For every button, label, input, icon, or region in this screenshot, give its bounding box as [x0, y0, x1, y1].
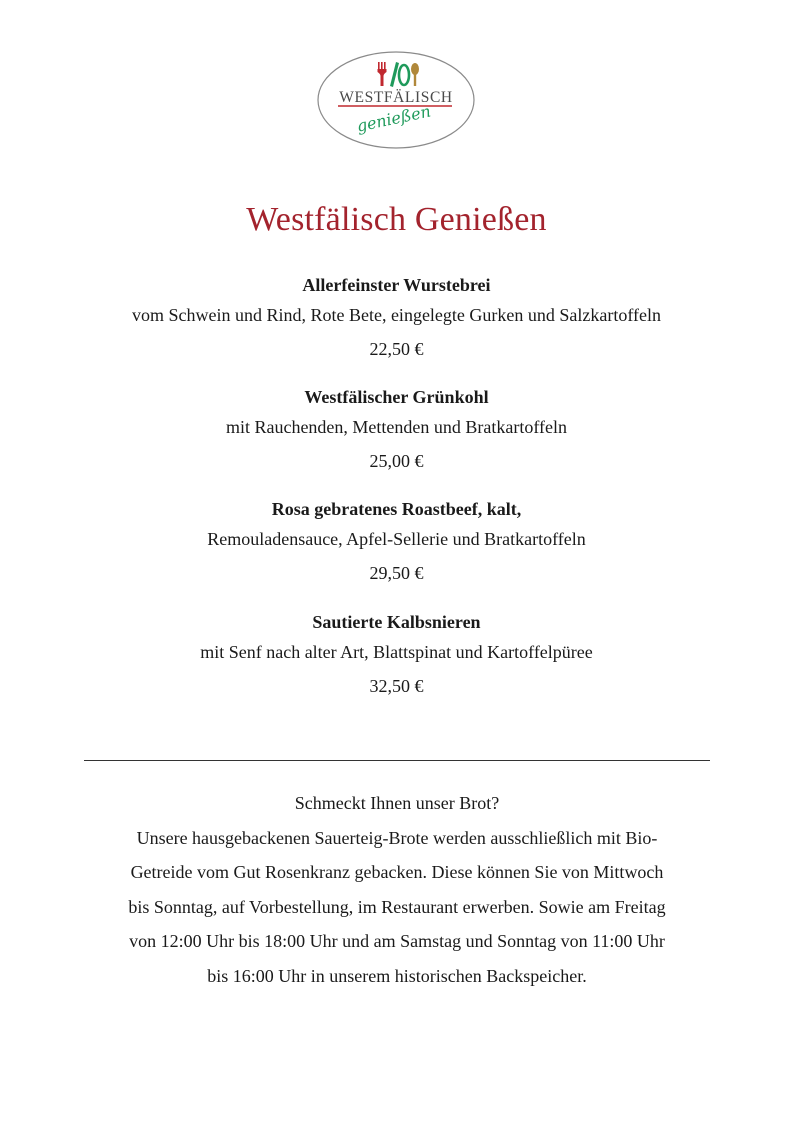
bread-info [78, 786, 716, 993]
bread-text-line: bis Sonntag, auf Vorbestellung, im Restaurant erwerben. Sowie am Freitag [128, 896, 666, 917]
logo-script: genießen [355, 101, 433, 136]
menu-item [0, 609, 793, 699]
menu-item [0, 272, 793, 362]
bread-text-line: von 12:00 Uhr bis 18:00 Uhr und am Samstag und Sonntag von 11:00 Uhr [129, 931, 665, 951]
dish-name: Rosa gebratenes Roastbeef, kalt, [271, 499, 522, 519]
logo-wordmark: WESTFÄLISCH [339, 89, 453, 106]
dish-description: vom Schwein und Rind, Rote Bete, eingelegte Gurken und Salzkartoffeln [131, 305, 662, 325]
dish-description: mit Rauchenden, Mettenden und Bratkartoffeln [225, 417, 568, 437]
westfaelisch-geniessen-logo [316, 50, 476, 150]
dish-price: 32,50 € [369, 676, 424, 696]
dish-price: 22,50 € [369, 339, 424, 359]
menu-item [0, 384, 793, 474]
page-title: Westfälisch Genießen [246, 201, 547, 238]
section-divider [84, 760, 710, 761]
bread-text-line: Getreide vom Gut Rosenkranz gebacken. Diese können Sie von Mittwoch [130, 862, 664, 882]
dish-price: 29,50 € [369, 563, 424, 583]
dish-description: mit Senf nach alter Art, Blattspinat und Kartoffelpüree [200, 642, 593, 662]
dish-description: Remouladensauce, Apfel-Sellerie und Bratkartoffeln [207, 529, 586, 549]
bread-heading: Schmeckt Ihnen unser Brot? [294, 793, 500, 813]
dish-name: Sautierte Kalbsnieren [312, 612, 481, 632]
dish-name: Allerfeinster Wurstebrei [302, 275, 491, 295]
dish-name: Westfälischer Grünkohl [304, 387, 489, 407]
menu-item [0, 496, 793, 586]
bread-text-line: Unsere hausgebackenen Sauerteig-Brote werden ausschließlich mit Bio- [136, 827, 658, 848]
bread-text-line: bis 16:00 Uhr in unserem historischen Backspeicher. [207, 965, 587, 986]
dish-price: 25,00 € [369, 451, 424, 471]
